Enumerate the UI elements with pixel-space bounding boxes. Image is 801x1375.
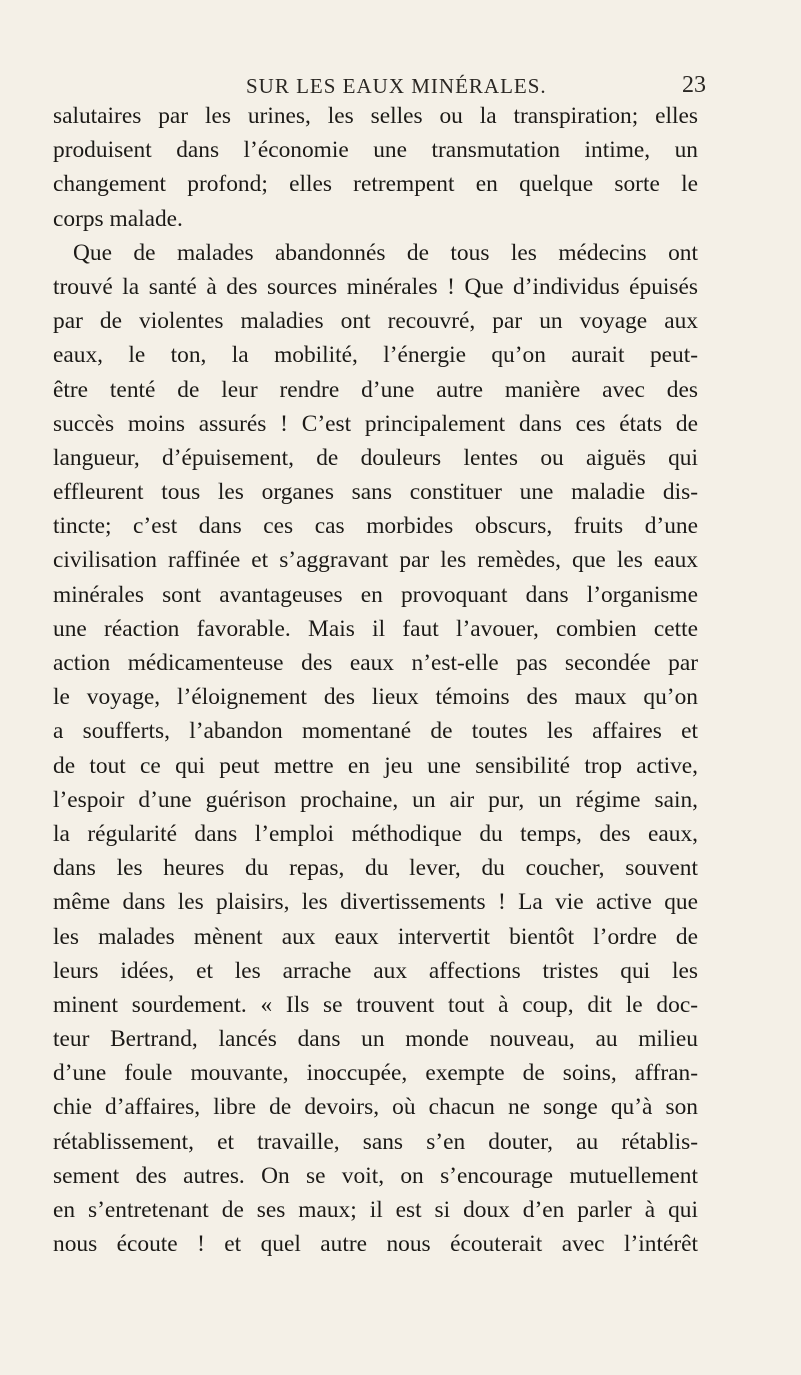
text-line: action médicamenteuse des eaux n’est-elle pas secondée par (53, 650, 698, 676)
text-line: corps malade. (53, 205, 183, 232)
text-line: la régularité dans l’emploi méthodique du temps, des eaux, (53, 820, 698, 847)
body-text (53, 99, 698, 1261)
page-number: 23 (682, 72, 706, 98)
text-line: leurs idées, et les arrache aux affections tristes qui les (53, 957, 698, 984)
text-line: trouvé la santé à des sources minérales ! Que d’individus épuisés (53, 273, 698, 300)
text-line: les malades mènent aux eaux intervertit bientôt l’ordre de (53, 923, 698, 950)
text-line: l’espoir d’une guérison prochaine, un air pur, un régime sain, (53, 786, 698, 813)
text-line: changement profond; elles retrempent en quelque sorte le (53, 171, 698, 198)
text-line: salutaires par les urines, les selles ou la transpiration; elles (53, 103, 698, 129)
text-line: d’une foule mouvante, inoccupée, exempte de soins, affran- (53, 1060, 698, 1087)
text-line: succès moins assurés ! C’est principalement dans ces états de (53, 410, 698, 437)
text-line: de tout ce qui peut mettre en jeu une sensibilité trop active, (53, 752, 698, 779)
text-line: teur Bertrand, lancés dans un monde nouveau, au milieu (53, 1026, 698, 1053)
text-line: dans les heures du repas, du lever, du coucher, souvent (53, 855, 698, 882)
running-title: SUR LES EAUX MINÉRALES. (246, 74, 547, 98)
text-line: nous écoute ! et quel autre nous écouterait avec l’intérêt (53, 1231, 698, 1258)
text-line: en s’entretenant de ses maux; il est si doux d’en parler à qui (53, 1197, 698, 1223)
text-line: eaux, le ton, la mobilité, l’énergie qu’on aurait peut- (53, 342, 698, 369)
text-line: même dans les plaisirs, les divertissements ! La vie active que (53, 889, 698, 916)
text-line: civilisation raffinée et s’aggravant par les remèdes, que les eaux (53, 547, 698, 574)
text-line: sement des autres. On se voit, on s’encourage mutuellement (53, 1162, 698, 1189)
text-line: langueur, d’épuisement, de douleurs lentes ou aiguës qui (53, 444, 698, 471)
text-line: tincte; c’est dans ces cas morbides obscurs, fruits d’une (53, 513, 698, 540)
text-line: une réaction favorable. Mais il faut l’avouer, combien cette (53, 615, 698, 642)
paragraph-start-line: Que de malades abandonnés de tous les médecins ont (73, 239, 698, 266)
text-line: être tenté de leur rendre d’une autre manière avec des (53, 376, 698, 403)
text-line: effleurent tous les organes sans constituer une maladie dis- (53, 479, 698, 506)
text-line: minent sourdement. « Ils se trouvent tout à coup, dit le doc- (53, 991, 698, 1018)
text-line: chie d’affaires, libre de devoirs, où chacun ne songe qu’à son (53, 1094, 698, 1121)
text-line: par de violentes maladies ont recouvré, par un voyage aux (53, 308, 698, 335)
text-line: rétablissement, et travaille, sans s’en douter, au rétablis- (53, 1128, 698, 1155)
text-line: minérales sont avantageuses en provoquant dans l’organisme (53, 581, 698, 608)
text-line: le voyage, l’éloignement des lieux témoins des maux qu’on (53, 684, 698, 711)
text-line: produisent dans l’économie une transmutation intime, un (53, 137, 698, 164)
text-line: a soufferts, l’abandon momentané de toutes les affaires et (53, 718, 698, 745)
